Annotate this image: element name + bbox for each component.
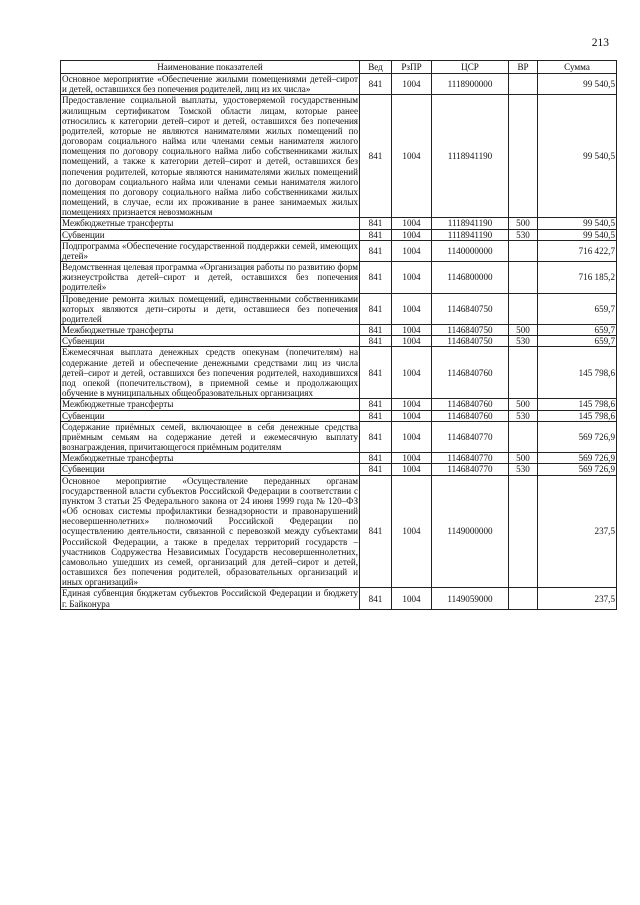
cell-sum: 145 798,6 [538, 399, 617, 410]
cell-vr: 530 [509, 336, 538, 347]
cell-ved: 841 [360, 588, 392, 609]
cell-vr [509, 475, 538, 588]
cell-name: Содержание приёмных семей, включающее в себя денежные средства приёмным семьям на содержание детей и ежемесячную выплату вознаграждения, причитающегося приёмным родителям [62, 421, 358, 453]
cell-vr [509, 240, 538, 261]
cell-ved: 841 [360, 475, 392, 588]
cell-rzpr: 1004 [392, 95, 432, 218]
cell-sum: 659,7 [538, 325, 617, 336]
cell-csr: 1118941190 [432, 229, 509, 240]
cell-csr: 1146840760 [432, 347, 509, 399]
column-header-csr: ЦСР [432, 61, 509, 74]
cell-vr [509, 588, 538, 609]
table-row [61, 421, 617, 453]
cell-name: Межбюджетные трансферты [61, 325, 360, 336]
cell-vr [509, 95, 538, 218]
cell-sum: 569 726,9 [538, 464, 617, 475]
cell-rzpr: 1004 [392, 453, 432, 464]
cell-csr: 1149000000 [432, 475, 509, 588]
cell-sum: 716 422,7 [538, 240, 617, 261]
table-row [61, 453, 617, 464]
cell-ved: 841 [360, 325, 392, 336]
cell-csr: 1149059000 [432, 588, 509, 609]
table-row [61, 240, 617, 261]
cell-ved: 841 [360, 347, 392, 399]
cell-rzpr: 1004 [392, 475, 432, 588]
cell-sum: 99 540,5 [538, 95, 617, 218]
cell-csr: 1140000000 [432, 240, 509, 261]
cell-vr [509, 262, 538, 294]
table-row [61, 229, 617, 240]
cell-csr: 1146840760 [432, 410, 509, 421]
cell-rzpr: 1004 [392, 399, 432, 410]
cell-name: Межбюджетные трансферты [61, 399, 360, 410]
cell-csr: 1118900000 [432, 74, 509, 95]
cell-csr: 1146840770 [432, 464, 509, 475]
cell-name: Единая субвенция бюджетам субъектов Российской Федерации и бюджету г. Байконура [62, 588, 358, 609]
cell-name: Предоставление социальной выплаты, удостоверяемой государственным жилищным сертификатом Томской области лицам, которые ранее относились к категории детей–сирот и детей, оставшихся без попечения родителей, которые не являются нанимателями жилых помещений по договорам социального найма или членами семьи нанимателя жилого помещения по договору социального найма либо собственниками жилых помещений, а также к категории детей–сирот и детей, оставшихся без попечения родителей, которые являются нанимателями жилых помещений по договорам социального найма или членами семьи нанимателя жилого помещения по договору социального найма либо собственниками жилых помещений, в случае, если их проживание в ранее занимаемых жилых помещениях признается невозможным [62, 95, 358, 218]
table-row [61, 293, 617, 325]
cell-rzpr: 1004 [392, 218, 432, 229]
cell-rzpr: 1004 [392, 347, 432, 399]
cell-vr: 500 [509, 453, 538, 464]
cell-name: Межбюджетные трансферты [61, 218, 360, 229]
cell-ved: 841 [360, 262, 392, 294]
cell-rzpr: 1004 [392, 262, 432, 294]
cell-vr [509, 347, 538, 399]
table-row [61, 325, 617, 336]
cell-sum: 716 185,2 [538, 262, 617, 294]
column-header-rzpr: РзПР [392, 61, 432, 74]
cell-csr: 1146840750 [432, 293, 509, 325]
cell-ved: 841 [360, 218, 392, 229]
cell-rzpr: 1004 [392, 74, 432, 95]
cell-sum: 99 540,5 [538, 229, 617, 240]
cell-csr: 1146840750 [432, 325, 509, 336]
cell-sum: 145 798,6 [538, 410, 617, 421]
cell-vr: 530 [509, 229, 538, 240]
cell-vr: 500 [509, 218, 538, 229]
cell-csr: 1146840750 [432, 336, 509, 347]
cell-name: Межбюджетные трансферты [61, 453, 360, 464]
cell-name: Субвенции [61, 336, 360, 347]
cell-vr: 530 [509, 410, 538, 421]
cell-sum: 659,7 [538, 293, 617, 325]
column-header-vr: ВР [509, 61, 538, 74]
cell-name: Ведомственная целевая программа «Организация работы по развитию форм жизнеустройства детей–сирот и детей, оставшихся без попечения родителей» [62, 262, 358, 293]
cell-sum: 99 540,5 [538, 218, 617, 229]
cell-name: Субвенции [61, 410, 360, 421]
cell-name: Ежемесячная выплата денежных средств опекунам (попечителям) на содержание детей и обеспечение денежными средствами лиц из числа детей–сирот и детей, оставшихся без попечения родителей, находившихся под опекой (попечительством), в приемной семье и продолжающих обучение в муниципальных общеобразовательных организациях [62, 347, 358, 399]
cell-csr: 1118941190 [432, 95, 509, 218]
table-row [61, 588, 617, 609]
page-number: 213 [591, 37, 609, 49]
budget-table [60, 60, 617, 610]
cell-name: Основное мероприятие «Обеспечение жилыми помещениями детей–сирот и детей, оставшихся без попечения родителей, лиц из их числа» [62, 74, 358, 95]
cell-vr [509, 293, 538, 325]
table-row [61, 95, 617, 218]
cell-ved: 841 [360, 410, 392, 421]
table-row [61, 218, 617, 229]
cell-sum: 145 798,6 [538, 347, 617, 399]
cell-sum: 99 540,5 [538, 74, 617, 95]
table-row [61, 336, 617, 347]
cell-name: Подпрограмма «Обеспечение государственной поддержки семей, имеющих детей» [62, 240, 358, 261]
cell-ved: 841 [360, 336, 392, 347]
column-header-sum: Сумма [538, 61, 617, 74]
cell-sum: 569 726,9 [538, 421, 617, 453]
cell-sum: 237,5 [538, 475, 617, 588]
cell-ved: 841 [360, 453, 392, 464]
cell-rzpr: 1004 [392, 336, 432, 347]
cell-vr: 530 [509, 464, 538, 475]
cell-rzpr: 1004 [392, 229, 432, 240]
cell-sum: 569 726,9 [538, 453, 617, 464]
cell-ved: 841 [360, 293, 392, 325]
cell-rzpr: 1004 [392, 325, 432, 336]
cell-csr: 1118941190 [432, 218, 509, 229]
column-header-ved: Вед [360, 61, 392, 74]
cell-csr: 1146840770 [432, 421, 509, 453]
table-row [61, 399, 617, 410]
cell-rzpr: 1004 [392, 421, 432, 453]
cell-vr [509, 74, 538, 95]
cell-ved: 841 [360, 74, 392, 95]
cell-name: Субвенции [61, 464, 360, 475]
table-row [61, 464, 617, 475]
cell-name: Основное мероприятие «Осуществление переданных органам государственной власти субъектов Российской Федерации в соответствии с пунктом 3 статьи 25 Федерального закона от 24 июня 1999 года № 120–ФЗ «Об основах системы профилактики безнадзорности и правонарушений несовершеннолетних» полномочий Российской Федерации по осуществлению деятельности, связанной с перевозкой между субъектами Российской Федерации, а также в пределах территорий государств – участников Содружества Независимых Государств несовершеннолетних, самовольно ушедших из семей, организаций для детей–сирот и детей, оставшихся без попечения родителей, образовательных организаций и иных организаций» [62, 475, 358, 588]
cell-rzpr: 1004 [392, 588, 432, 609]
table-header-row [61, 61, 617, 74]
cell-rzpr: 1004 [392, 464, 432, 475]
table-row [61, 347, 617, 399]
cell-name: Проведение ремонта жилых помещений, единственными собственниками которых являются дети–сироты и дети, оставшиеся без попечения родителей [62, 293, 358, 324]
cell-ved: 841 [360, 240, 392, 261]
cell-csr: 1146840760 [432, 399, 509, 410]
column-header-name: Наименование показателей [61, 61, 360, 74]
table-row [61, 410, 617, 421]
cell-ved: 841 [360, 399, 392, 410]
cell-sum: 237,5 [538, 588, 617, 609]
cell-ved: 841 [360, 464, 392, 475]
cell-ved: 841 [360, 95, 392, 218]
cell-name: Субвенции [61, 229, 360, 240]
cell-sum: 659,7 [538, 336, 617, 347]
cell-ved: 841 [360, 229, 392, 240]
cell-ved: 841 [360, 421, 392, 453]
cell-rzpr: 1004 [392, 240, 432, 261]
table-row [61, 475, 617, 588]
cell-rzpr: 1004 [392, 410, 432, 421]
cell-vr [509, 421, 538, 453]
cell-csr: 1146800000 [432, 262, 509, 294]
cell-rzpr: 1004 [392, 293, 432, 325]
cell-vr: 500 [509, 399, 538, 410]
cell-csr: 1146840770 [432, 453, 509, 464]
table-row [61, 74, 617, 95]
table-row [61, 262, 617, 294]
cell-vr: 500 [509, 325, 538, 336]
